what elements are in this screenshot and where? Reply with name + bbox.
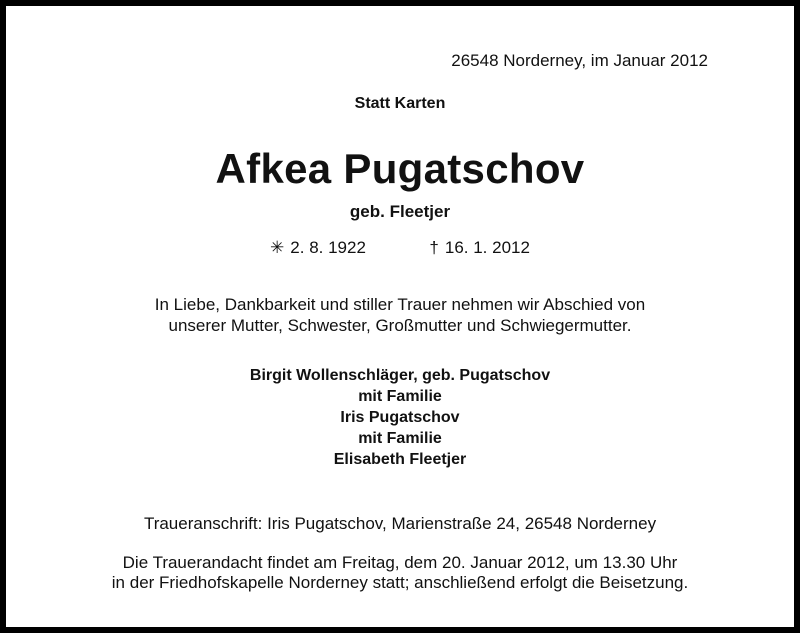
- service-line: in der Friedhofskapelle Norderney statt; anschließend erfolgt die Beisetzung.: [111, 573, 689, 592]
- birth-star-icon: ✳: [270, 238, 285, 257]
- place-and-date: 26548 Norderney, im Januar 2012: [451, 51, 708, 70]
- mourners-list: [6, 365, 794, 470]
- life-dates: [6, 238, 794, 258]
- farewell-line: unserer Mutter, Schwester, Großmutter und Schwiegermutter.: [168, 316, 632, 335]
- mourning-address: Traueranschrift: Iris Pugatschov, Marienstraße 24, 26548 Norderney: [143, 514, 657, 533]
- mourner-line: Birgit Wollenschläger, geb. Pugatschov: [249, 367, 551, 384]
- service-line: Die Trauerandacht findet am Freitag, dem 20. Januar 2012, um 13.30 Uhr: [122, 553, 678, 572]
- mourner-line: Iris Pugatschov: [340, 409, 460, 426]
- farewell-text: [6, 294, 794, 336]
- service-info: [6, 553, 794, 593]
- mourner-line: mit Familie: [358, 388, 442, 405]
- death-date-group: [429, 238, 530, 258]
- death-cross-icon: †: [429, 238, 439, 257]
- birth-date: 2. 8. 1922: [290, 238, 366, 257]
- mourner-line: mit Familie: [358, 430, 442, 447]
- deceased-name: Afkea Pugatschov: [215, 145, 585, 192]
- maiden-name: geb. Fleetjer: [349, 202, 451, 221]
- farewell-line: In Liebe, Dankbarkeit und stiller Trauer nehmen wir Abschied von: [154, 295, 646, 314]
- death-date: 16. 1. 2012: [444, 238, 530, 257]
- mourner-line: Elisabeth Fleetjer: [333, 451, 467, 468]
- birth-date-group: [270, 238, 366, 258]
- statt-karten-label: Statt Karten: [354, 95, 446, 112]
